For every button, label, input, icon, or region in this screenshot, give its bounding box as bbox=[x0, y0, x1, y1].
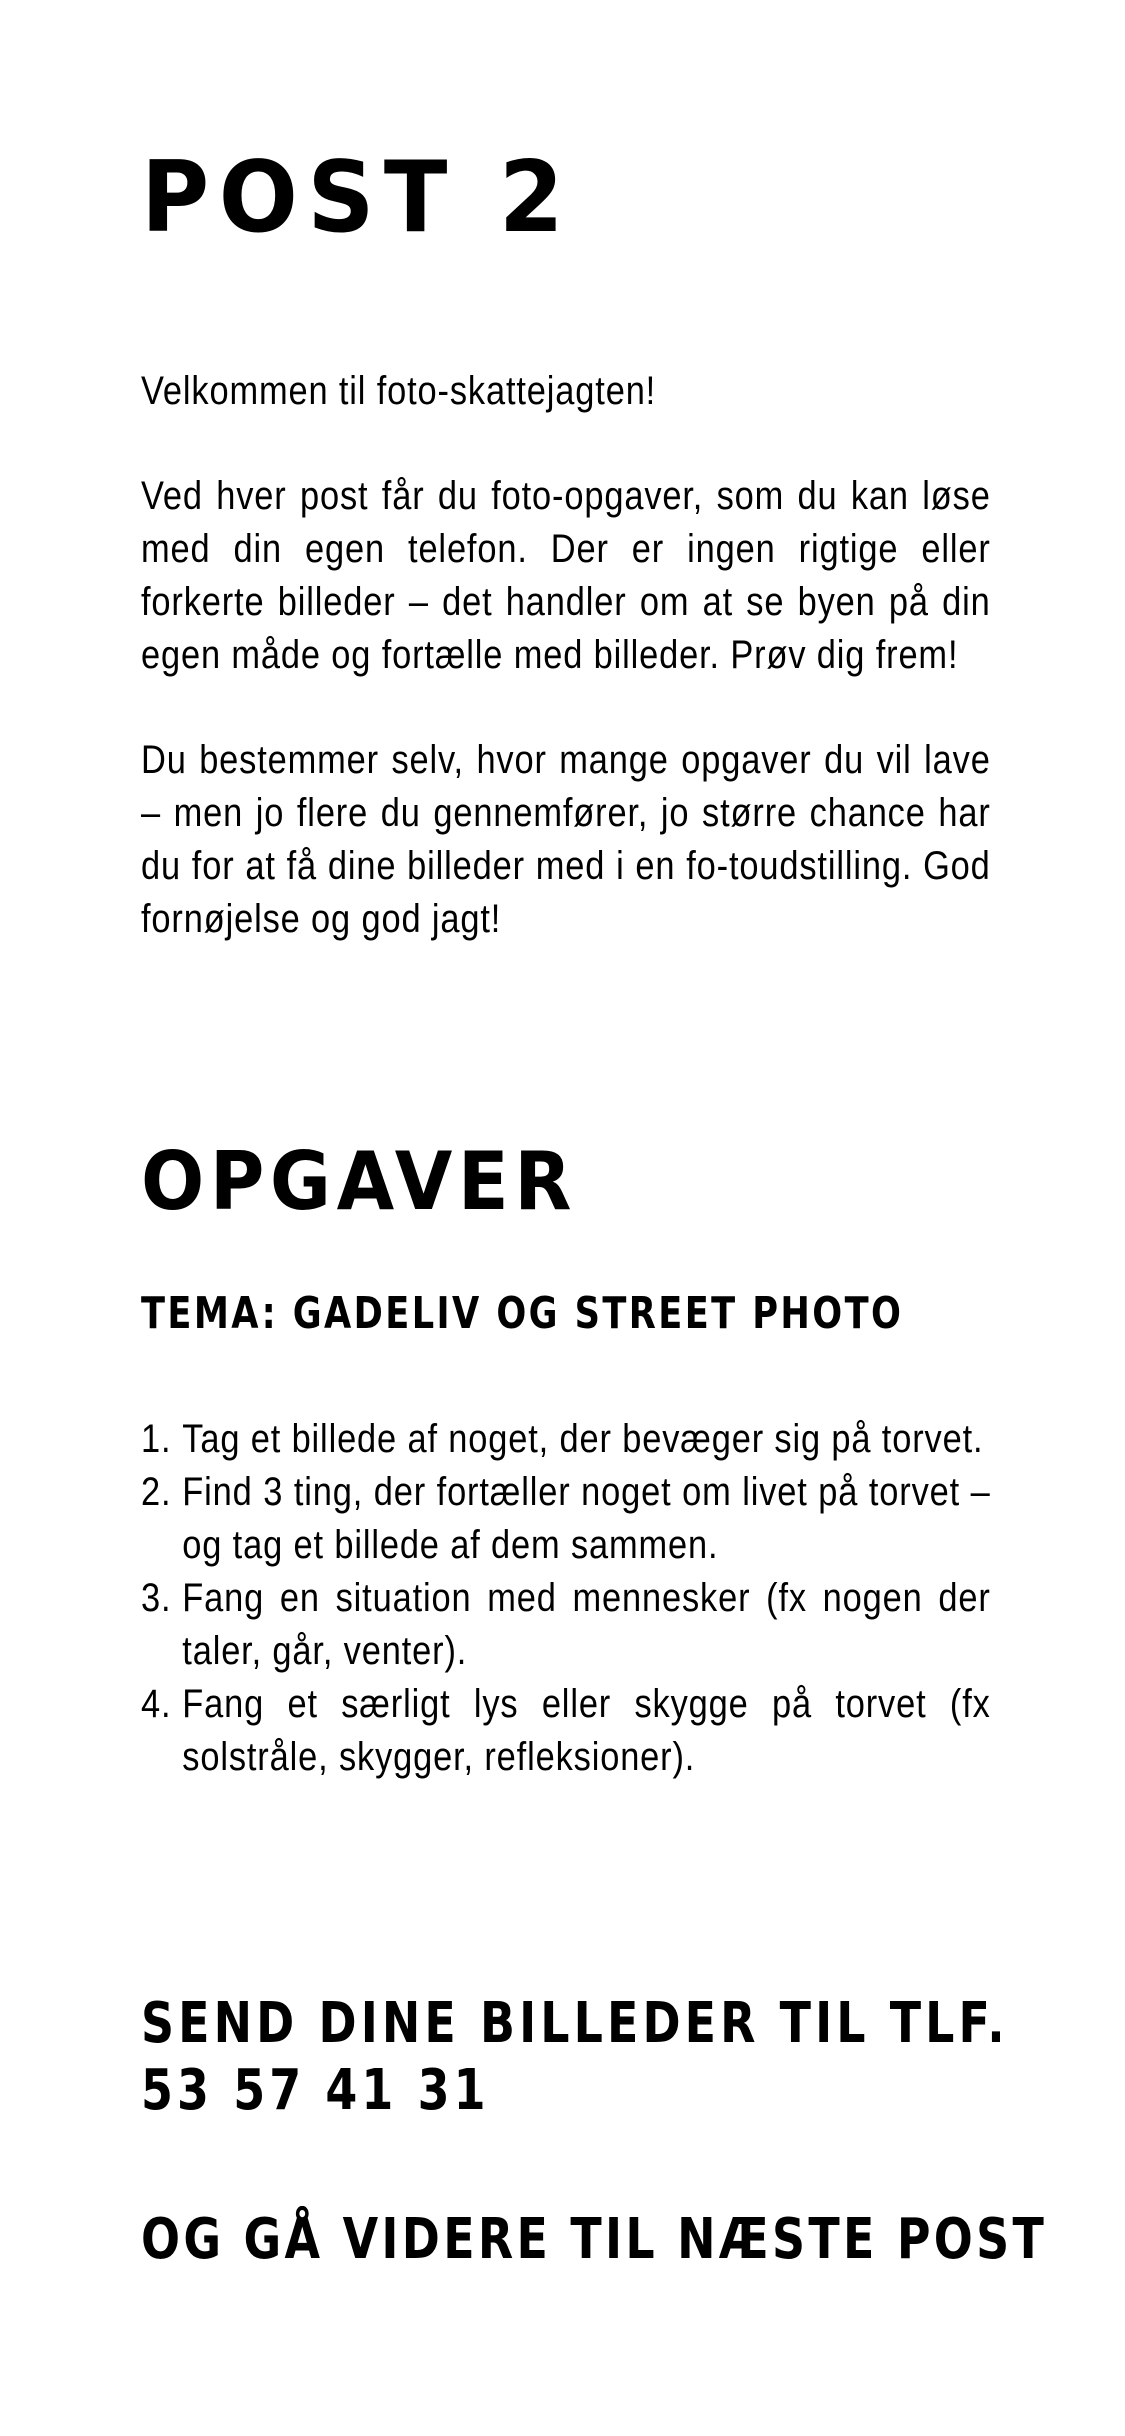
theme-heading: TEMA: GADELIV OG STREET PHOTO bbox=[141, 1288, 904, 1339]
next-post-instruction: OG GÅ VIDERE TIL NÆSTE POST bbox=[141, 2207, 1048, 2272]
task-number: 2. bbox=[141, 1470, 172, 1514]
send-instructions bbox=[141, 1990, 1009, 2124]
tasks-heading: OPGAVER bbox=[141, 1135, 578, 1228]
task-item bbox=[141, 1413, 991, 1466]
phone-number: 53 57 41 31 bbox=[141, 2058, 490, 2124]
send-line: SEND DINE BILLEDER TIL TLF. bbox=[141, 1991, 1009, 2056]
task-text: Tag et billede af noget, der bevæger sig på torvet. bbox=[182, 1417, 984, 1461]
task-text: Fang en situation med mennesker (fx nogen der taler, går, venter). bbox=[182, 1576, 991, 1673]
task-text: Fang et særligt lys eller skygge på torvet (fx solstråle, skygger, refleksioner). bbox=[182, 1682, 991, 1779]
task-text: Find 3 ting, der fortæller noget om livet på torvet – og tag et billede af dem sammen. bbox=[182, 1470, 991, 1567]
task-number: 4. bbox=[141, 1682, 172, 1726]
task-item bbox=[141, 1678, 991, 1784]
task-number: 1. bbox=[141, 1417, 172, 1461]
task-list bbox=[141, 1413, 991, 1784]
page-title: POST 2 bbox=[141, 141, 574, 255]
intro-paragraph-exhibition: Du bestemmer selv, hvor mange opgaver du vil lave – men jo flere du gennemfører, jo større chance har du for at få dine billeder med i en fo-toudstilling. God fornøjelse og god jagt! bbox=[141, 738, 991, 941]
intro-text bbox=[141, 365, 991, 946]
intro-paragraph-welcome: Velkommen til foto-skattejagten! bbox=[141, 369, 657, 413]
task-item bbox=[141, 1572, 991, 1678]
task-item bbox=[141, 1466, 991, 1572]
intro-paragraph-instructions: Ved hver post får du foto-opgaver, som du kan løse med din egen telefon. Der er ingen rigtige eller forkerte billeder – det handler om at se byen på din egen måde og fortælle med billeder. Prøv dig frem! bbox=[141, 474, 991, 677]
task-number: 3. bbox=[141, 1576, 172, 1620]
